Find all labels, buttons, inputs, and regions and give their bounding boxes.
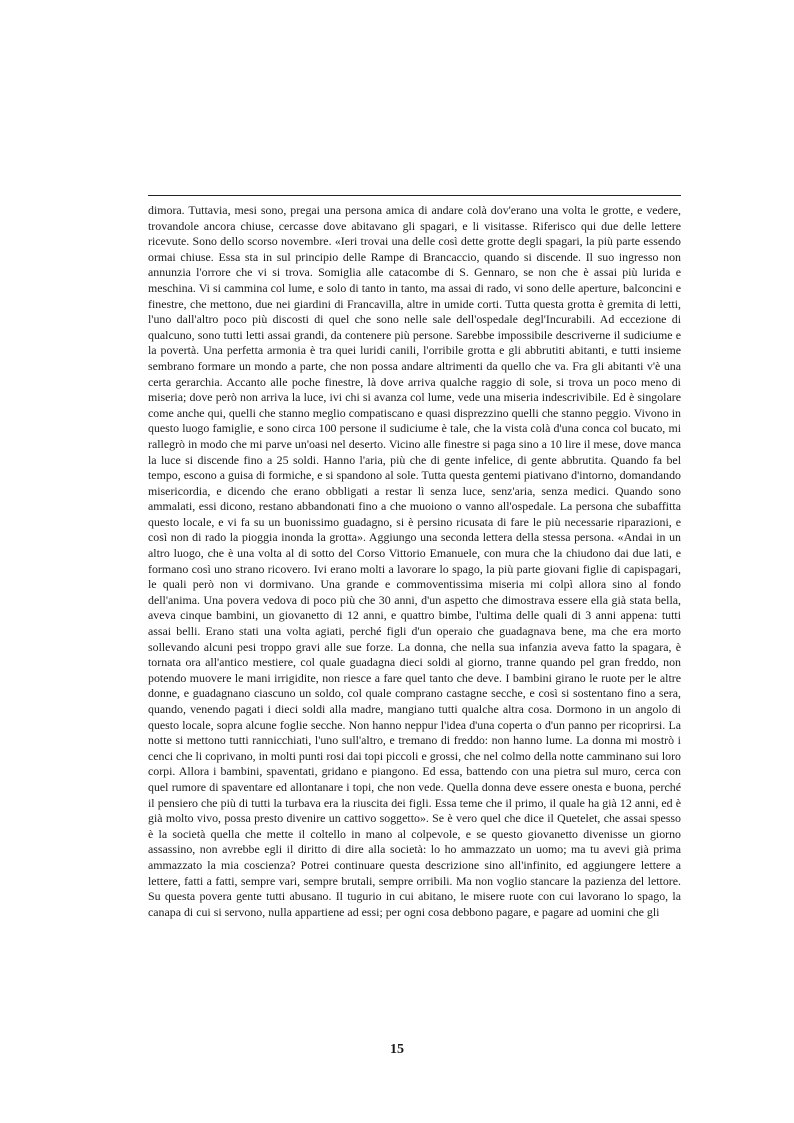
page-number: 15 — [390, 1042, 404, 1057]
top-rule — [148, 195, 681, 196]
body-paragraph: dimora. Tuttavia, mesi sono, pregai una persona amica di andare colà dov'erano una volta le grotte, e vedere, trovandole ancora chiuse, cercasse dove abitavano gli spagari, e li visitasse. Riferisco qui due delle lettere ricevute. Sono dello scorso novembre. «Ieri trovai una delle così dette grotte degli spagari, la più parte essendo ormai chiuse. Essa sta in sul principio delle Rampe di Brancaccio, quando si discende. Il suo ingresso non annunzia l'orrore che vi si trova. Somiglia alle catacombe di S. Gennaro, se non che è assai più lurida e meschina. Vi si cammina col lume, e solo di tanto in tanto, ma assai di rado, vi sono delle aperture, balconcini e finestre, che mettono, due nei giardini di Francavilla, altre in umide corti. Tutta questa grotta è gremita di letti, l'uno dall'altro poco più discosti di quel che sono nelle sale dell'ospedale degl'Incurabili. Ad eccezione di qualcuno, sono tutti letti assai grandi, da contenere più persone. Sarebbe impossibile descriverne il sudiciume e la povertà. Una perfetta armonia è tra quei luridi canili, l'orribile grotta e gli abbrutiti abitanti, e tutti insieme sembrano formare un mondo a parte, che non possa andare altrimenti da quello che va. Fra gli abitanti v'è una certa gerarchia. Accanto alle poche finestre, là dove arriva qualche raggio di sole, si trova un poco meno di miseria; dove però non arriva la luce, ivi chi si avanza col lume, vede una miseria indescrivibile. Ed è singolare come anche qui, quelli che stanno meglio compatiscano e quasi disprezzino quelli che stanno peggio. Vivono in questo luogo famiglie, e sono circa 100 persone il sudiciume è tale, che la vista colà d'una conca col bucato, mi rallegrò in modo che mi parve un'oasi nel deserto. Vicino alle finestre si paga sino a 10 lire il mese, dove manca la luce si discende fino a 25 soldi. Hanno l'aria, più che di gente infelice, di gente abbrutita. Quando fa bel tempo, escono a guisa di formiche, e si spandono al sole. Tutta questa gentemi piativano d'intorno, domandando misericordia, e dicendo che erano obbligati a restar lì senza luce, senz'aria, senza medici. Quando sono ammalati, essi dicono, restano abbandonati fino a che muoiono o vanno all'ospedale. La persona che subaffitta questo locale, e vi fa su un buonissimo guadagno, si è persino ricusata di fare le più necessarie riparazioni, e così non di rado la pioggia inonda la grotta». Aggiungo una seconda lettera della stessa persona. «Andai in un altro luogo, che è una volta al di sotto del Corso Vittorio Emanuele, con mura che la chiudono dai due lati, e formano così uno strano ricovero. Ivi erano molti a lavorare lo spago, la più parte giovani figlie di capispagari, le quali però non vi dormivano. Una grande e commoventissima miseria mi colpì allora sino al fondo dell'anima. Una povera vedova di poco più che 30 anni, d'un aspetto che dimostrava essere ella già stata bella, aveva cinque bambini, un giovanetto di 12 anni, e quattro bimbe, l'ultima delle quali di 3 anni appena: tutti assai belli. Erano stati una volta agiati, perché figli d'un operaio che guadagnava bene, ma che era morto sollevando alcuni pesi troppo gravi alle sue forze. La donna, che nella sua infanzia aveva fatto la spagara, è tornata ora all'antico mestiere, col quale guadagna dieci soldi al giorno, tranne quando pel gran freddo, non potendo muovere le mani irrigidite, non riesce a fare quel tanto che deve. I bambini girano le ruote per le altre donne, e guadagnano ciascuno un soldo, col quale comprano castagne secche, e così si sostentano fino a sera, quando, venendo pagati i dieci soldi alla madre, mangiano tutti qualche altra cosa. Dormono in un angolo di questo locale, sopra alcune foglie secche. Non hanno neppur l'idea d'una coperta o d'un panno per ricoprirsi. La notte si mettono tutti rannicchiati, l'uno sull'altro, e tremano di freddo: non hanno lume. La donna mi mostrò i cenci che li coprivano, in molti punti rosi dai topi piccoli e grossi, che nel colmo della notte camminano sui loro corpi. Allora i bambini, spaventati, gridano e piangono. Ed essa, battendo con una pietra sul muro, cerca con quel rumore di spaventare ed allontanare i topi, che non vede. Quella donna deve essere onesta e buona, perché il pensiero che più di tutti la turbava era la riuscita dei figli. Essa teme che il primo, il quale ha già 12 anni, ed è già molto vivo, possa presto divenire un cattivo soggetto». Se è vero quel che dice il Quetelet, che assai spesso è la società quella che mette il coltello in mano al colpevole, e se questo giovanetto divenisse un giorno assassino, non avrebbe egli il diritto di dire alla società: lo ho ammazzato un uomo; ma tu avevi già prima ammazzato la mia coscienza? Potrei continuare questa descrizione sino all'infinito, ed aggiungere lettere a lettere, fatti a fatti, sempre vari, sempre brutali, sempre orribili. Ma non voglio stancare la pazienza del lettore. Su questa povera gente tutti abusano. Il tugurio in cui abitano, le misere ruote con cui lavorano lo spago, la canapa di cui si servono, nulla appartiene ad essi; per ogni cosa debbono pagare, e pagare ad uomini che gli — [148, 203, 681, 919]
